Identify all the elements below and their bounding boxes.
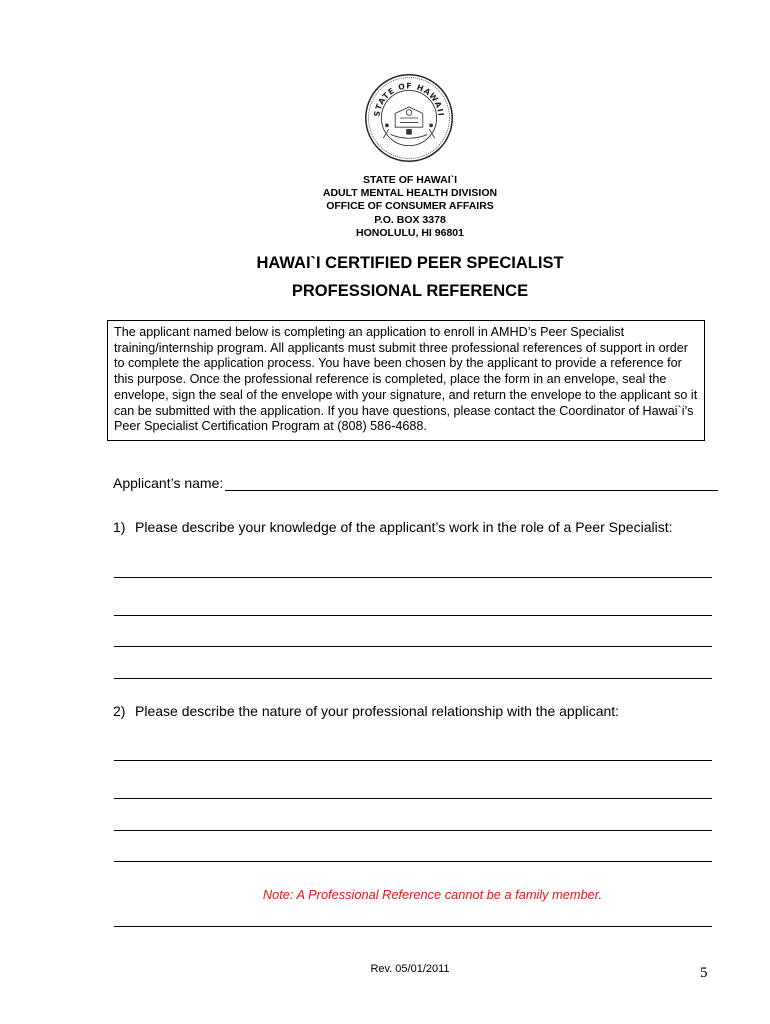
answer-2-line[interactable] [114, 861, 712, 862]
answer-1-line[interactable] [114, 678, 712, 679]
header-po-box: P.O. BOX 3378 [374, 213, 446, 226]
instructions-box: The applicant named below is completing an application to enroll in AMHD’s Peer Specialist training/internship program. All applicants must submit three professional references of support in order to complete the application process. You have been chosen by the applicant to provide a reference for this purpose. Once the professional reference is completed, place the form in an envelope, seal the envelope, sign the seal of the envelope with your signature, and return the envelope to the applicant so it can be submitted with the application. If you have questions, please contact the Coordinator of Hawai`i’s Peer Specialist Certification Program at (808) 586-4688. [107, 320, 705, 441]
applicant-name-row [113, 474, 718, 491]
answer-2-line[interactable] [114, 798, 712, 799]
question-2-number: 2) [113, 703, 126, 719]
answer-2-line[interactable] [114, 830, 712, 831]
family-member-note: Note: A Professional Reference cannot be a family member. [262, 887, 603, 902]
applicant-name-field[interactable] [225, 474, 718, 491]
header-city: HONOLULU, HI 96801 [356, 226, 464, 239]
header-office: OFFICE OF CONSUMER AFFAIRS [326, 200, 494, 213]
page-number: 5 [700, 965, 708, 981]
agency-header [0, 174, 770, 240]
answer-1-line[interactable] [114, 577, 712, 578]
form-subtitle: PROFESSIONAL REFERENCE [291, 282, 529, 300]
answer-1-line[interactable] [114, 615, 712, 616]
header-state: STATE OF HAWAI`I [362, 174, 458, 186]
applicant-name-label: Applicant’s name: [113, 475, 224, 491]
svg-text:STATE OF HAWAII: STATE OF HAWAII [372, 81, 446, 118]
state-seal-logo [363, 72, 455, 164]
question-1 [113, 519, 673, 535]
answer-2-line[interactable] [114, 760, 712, 761]
header-division: ADULT MENTAL HEALTH DIVISION [322, 187, 498, 200]
question-2-text: Please describe the nature of your professional relationship with the applicant: [135, 703, 620, 719]
form-title: HAWAI`I CERTIFIED PEER SPECIALIST [256, 254, 564, 272]
revision-date: Rev. 05/01/2011 [370, 963, 450, 975]
question-1-text: Please describe your knowledge of the applicant’s work in the role of a Peer Specialist: [135, 519, 673, 535]
question-2 [113, 703, 619, 719]
question-1-number: 1) [113, 519, 126, 535]
answer-1-line[interactable] [114, 646, 712, 647]
answer-2-line[interactable] [114, 926, 712, 927]
